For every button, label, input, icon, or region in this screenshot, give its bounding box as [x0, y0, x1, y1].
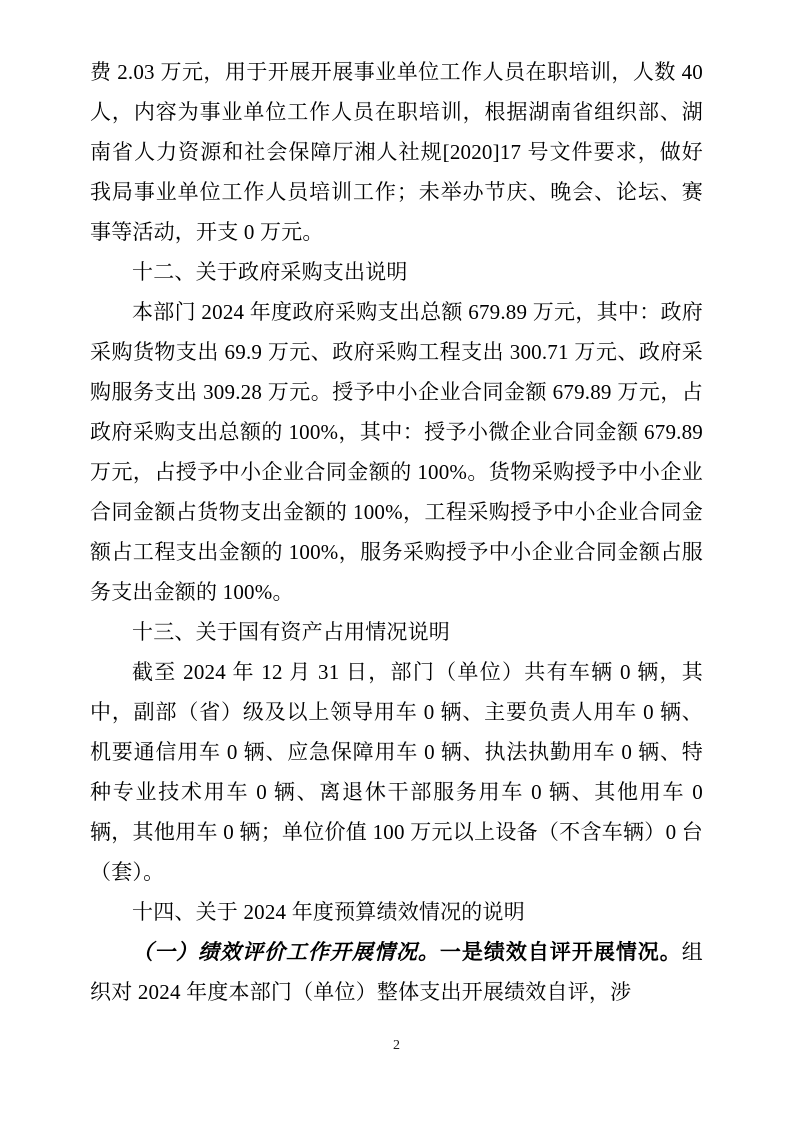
performance-body-text: 组织对 2024 年度本部门（单位）整体支出开展绩效自评，涉	[90, 940, 703, 1004]
performance-lead-bold: 一是绩效自评开展情况。	[439, 940, 682, 964]
heading-section-fourteen-performance: 十四、关于 2024 年度预算绩效情况的说明	[132, 900, 525, 924]
paragraph-performance-evaluation	[90, 932, 703, 1012]
page-number: 2	[393, 1038, 400, 1053]
paragraph-procurement-spending: 本部门 2024 年度政府采购支出总额 679.89 万元，其中：政府采购货物支出 69.9 万元、政府采购工程支出 300.71 万元、政府采购服务支出 309.28 万元。授予中小企业合同金额 679.89 万元，占政府采购支出总额的 100%，其中：授予小微企业合同金额 679.89 万元，占授予中小企业合同金额的 100%。货物采购授予中小企业合同金额占货物支出金额的 100%，工程采购授予中小企业合同金额占工程支出金额的 100%，服务采购授予中小企业合同金额占服务支出金额的 100%。	[90, 300, 703, 604]
heading-section-twelve-procurement: 十二、关于政府采购支出说明	[132, 260, 408, 284]
paragraph-state-assets-vehicles: 截至 2024 年 12 月 31 日，部门（单位）共有车辆 0 辆，其中，副部（省）级及以上领导用车 0 辆、主要负责人用车 0 辆、机要通信用车 0 辆、应急保障用车 0 辆、执法执勤用车 0 辆、特种专业技术用车 0 辆、离退休干部服务用车 0 辆、其他用车 0 辆，其他用车 0 辆；单位价值 100 万元以上设备（不含车辆）0 台（套）。	[90, 660, 703, 884]
heading-section-thirteen-state-assets: 十三、关于国有资产占用情况说明	[132, 620, 450, 644]
performance-lead-bold-italic: （一）绩效评价工作开展情况。	[132, 940, 440, 964]
paragraph-training-continuation: 费 2.03 万元，用于开展开展事业单位工作人员在职培训，人数 40 人，内容为事业单位工作人员在职培训，根据湖南省组织部、湖南省人力资源和社会保障厅湘人社规[2020]17 号文件要求，做好我局事业单位工作人员培训工作；未举办节庆、晚会、论坛、赛事等活动，开支 0 万元。	[90, 60, 703, 244]
document-body	[90, 52, 703, 1012]
